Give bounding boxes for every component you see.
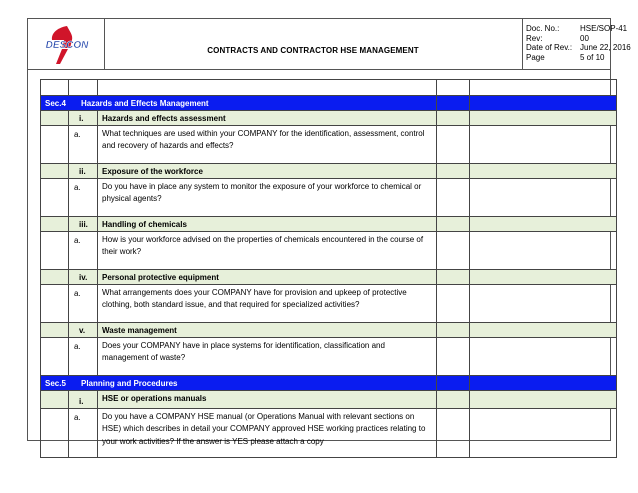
question-text: Do you have in place any system to monitor the exposure of your workforce to chemical or physical agents? [98, 179, 437, 217]
question-text: Does your COMPANY have in place systems for identification, classification and management of waste? [98, 338, 437, 376]
answer-cell[interactable] [437, 232, 470, 270]
subsection-number: ii. [69, 164, 98, 179]
section-heading [41, 376, 437, 391]
subsection-title: Handling of chemicals [98, 217, 437, 232]
question-letter: a. [69, 179, 98, 217]
subsection-title: Personal protective equipment [98, 270, 437, 285]
section-code: Sec.4 [45, 98, 66, 108]
rev-value: 00 [580, 33, 589, 43]
section-title: Hazards and Effects Management [81, 98, 209, 108]
answer-cell[interactable] [437, 285, 470, 323]
meta-row [526, 24, 628, 34]
question-row [41, 126, 617, 164]
subsection-title: Hazards and effects assessment [98, 111, 437, 126]
subsection-row [41, 164, 617, 179]
subsection-number: iii. [69, 217, 98, 232]
doc-no-label: Doc. No.: [526, 24, 560, 33]
subsection-title: Exposure of the workforce [98, 164, 437, 179]
question-row [41, 232, 617, 270]
page-label: Page [526, 52, 545, 62]
logo-cell [28, 19, 105, 69]
subsection-number: v. [69, 323, 98, 338]
question-letter: a. [69, 409, 98, 458]
question-letter: a. [69, 126, 98, 164]
question-letter: a. [69, 285, 98, 323]
subsection-row [41, 270, 617, 285]
meta-row [526, 34, 612, 44]
rev-date-label: Date of Rev.: [526, 43, 573, 53]
logo-wordmark: DESCON [45, 40, 89, 51]
descon-logo [42, 24, 92, 66]
document-meta [526, 24, 631, 62]
answer-cell[interactable] [437, 409, 470, 458]
section-title: Planning and Procedures [81, 378, 178, 388]
section-row [41, 376, 617, 391]
subsection-row [41, 323, 617, 338]
subsection-number: i. [69, 391, 98, 409]
meta-row [526, 53, 612, 63]
remarks-cell[interactable] [470, 338, 617, 376]
remarks-cell[interactable] [470, 232, 617, 270]
subsection-row [41, 111, 617, 126]
question-letter: a. [69, 232, 98, 270]
question-text: What arrangements does your COMPANY have for provision and upkeep of protective clothing, both standard issue, and that required for specialized activities? [98, 285, 437, 323]
title-cell [104, 19, 523, 69]
remarks-cell[interactable] [470, 126, 617, 164]
rev-label: Rev: [526, 33, 543, 43]
table-row [41, 80, 617, 96]
question-text: How is your workforce advised on the properties of chemicals encountered in the course of their work? [98, 232, 437, 270]
section-row [41, 96, 617, 111]
doc-no-value: HSE/SOP-41 [580, 24, 628, 33]
subsection-number: i. [69, 111, 98, 126]
subsection-row [41, 391, 617, 409]
answer-cell[interactable] [437, 338, 470, 376]
remarks-cell[interactable] [470, 285, 617, 323]
subsection-row [41, 217, 617, 232]
answer-cell[interactable] [437, 179, 470, 217]
question-row [41, 338, 617, 376]
meta-row [526, 43, 631, 53]
answer-cell[interactable] [437, 126, 470, 164]
question-letter: a. [69, 338, 98, 376]
section-code: Sec.5 [45, 378, 66, 388]
question-text: What techniques are used within your COMPANY for the identification, assessment, control and recovery of hazards and effects? [98, 126, 437, 164]
subsection-number: iv. [69, 270, 98, 285]
remarks-cell[interactable] [470, 179, 617, 217]
subsection-title: HSE or operations manuals [98, 391, 437, 409]
question-text: Do you have a COMPANY HSE manual (or Operations Manual with relevant sections on HSE) which describes in detail your COMPANY approved HSE working practices relating to your work activities? If the answer is YES please attach a copy [98, 409, 437, 458]
section-heading [41, 96, 437, 111]
rev-date-value: June 22, 2016 [580, 43, 631, 53]
document-header [27, 18, 631, 70]
question-row [41, 409, 617, 458]
subsection-title: Waste management [98, 323, 437, 338]
questionnaire-table [40, 79, 617, 458]
document-title: CONTRACTS AND CONTRACTOR HSE MANAGEMENT [207, 46, 419, 55]
question-row [41, 179, 617, 217]
page-value: 5 of 10 [580, 52, 605, 62]
remarks-cell[interactable] [470, 409, 617, 458]
question-row [41, 285, 617, 323]
